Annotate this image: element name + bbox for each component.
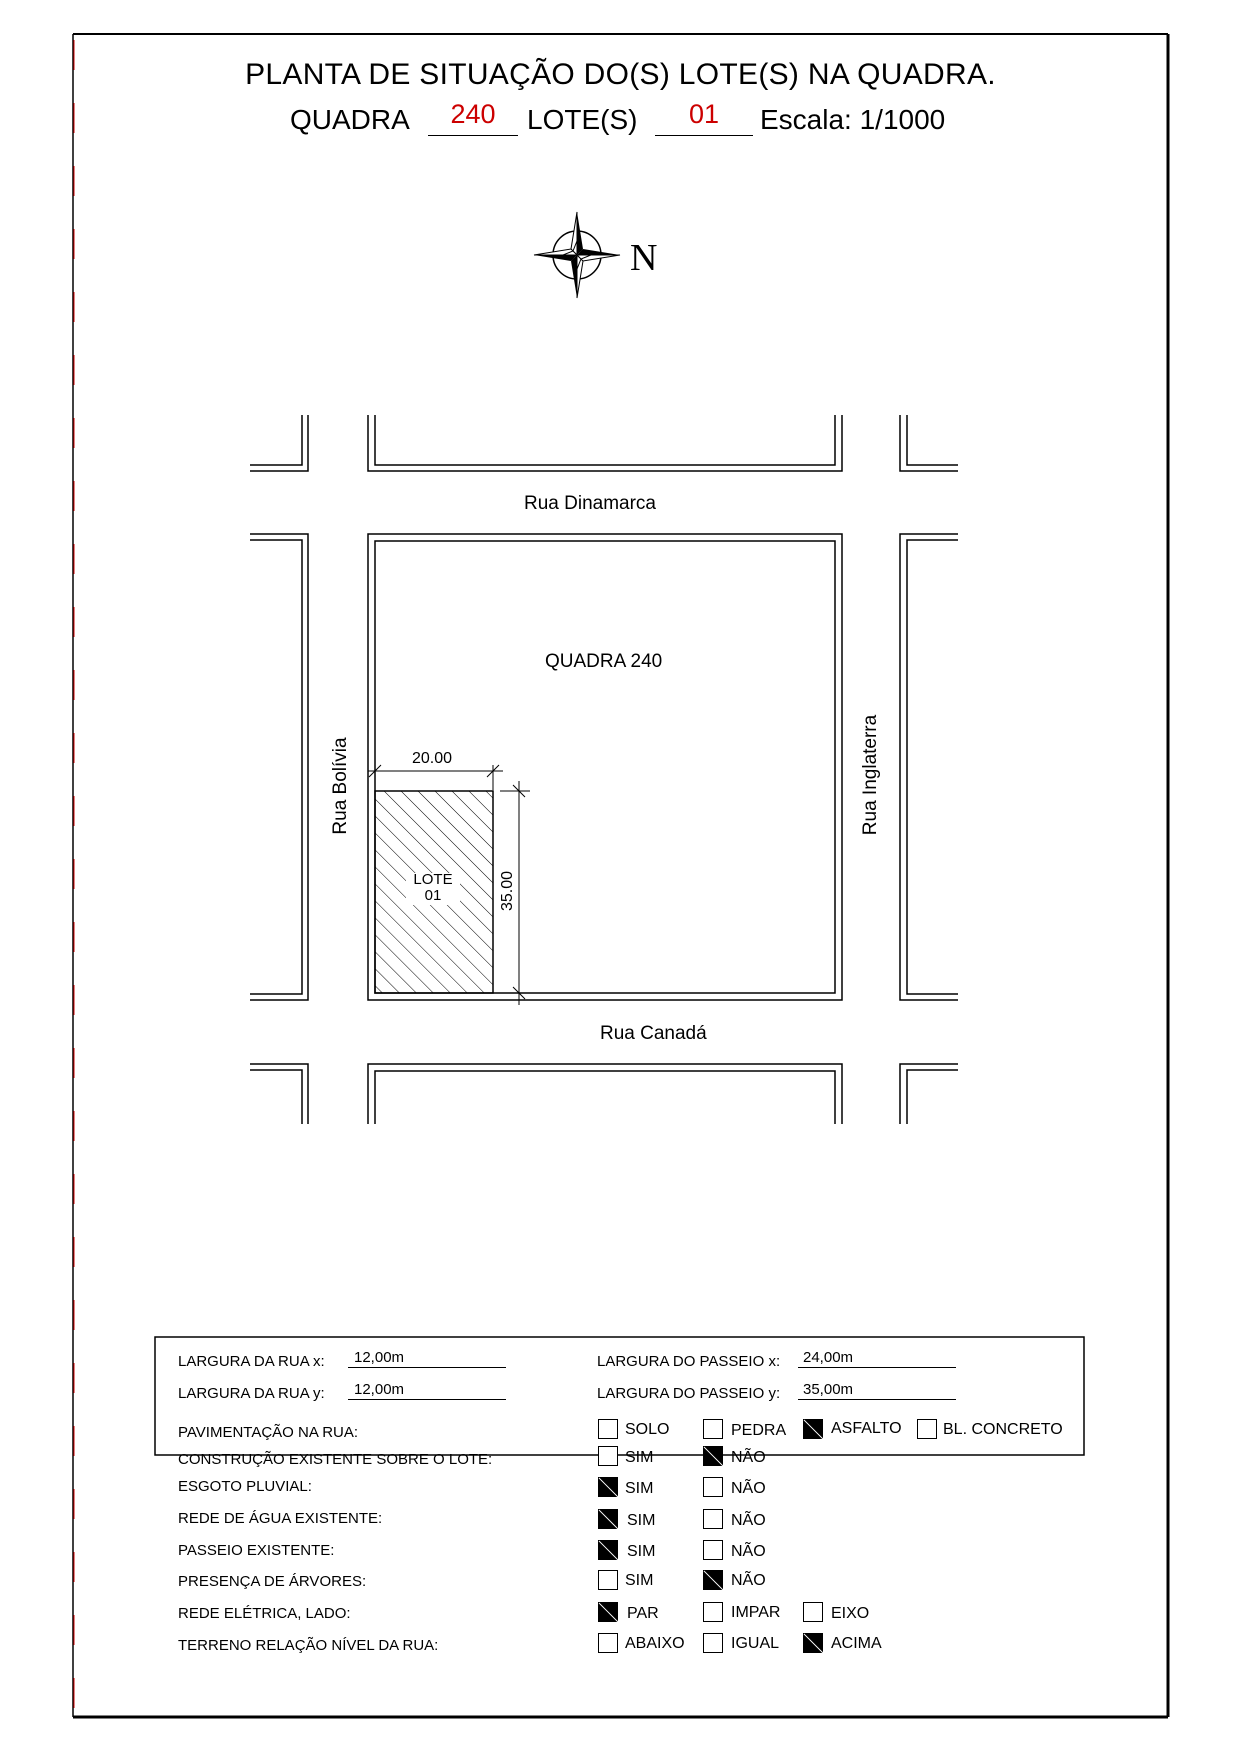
dimension-width <box>368 765 503 790</box>
checkbox-storm-drain-sim[interactable] <box>598 1477 618 1497</box>
row-label-construction: CONSTRUÇÃO EXISTENTE SOBRE O LOTE: <box>178 1451 493 1468</box>
sidewalk-width-x-label: LARGURA DO PASSEIO x: <box>597 1353 781 1370</box>
sidewalk-width-y-label: LARGURA DO PASSEIO y: <box>597 1385 781 1402</box>
option-construction-sim: SIM <box>625 1449 654 1466</box>
street-top: Rua Dinamarca <box>524 493 656 514</box>
sidewalk-width-y-line <box>798 1399 956 1400</box>
lot-label-line1: LOTE <box>413 871 453 888</box>
option-water-nao: NÃO <box>731 1512 766 1529</box>
north-label: N <box>630 237 658 279</box>
lote-underline <box>655 135 753 136</box>
street-width-y-line <box>348 1399 506 1400</box>
option-electric-eixo: EIXO <box>831 1605 870 1622</box>
option-paving-solo: SOLO <box>625 1421 670 1438</box>
checkbox-water-sim[interactable] <box>598 1509 618 1529</box>
option-sidewalk-nao: NÃO <box>731 1543 766 1560</box>
compass-rose-icon <box>534 212 620 298</box>
street-right: Rua Inglaterra <box>860 714 881 836</box>
checkbox-paving-asfalto[interactable] <box>803 1419 823 1439</box>
sidewalk-width-x-line <box>798 1367 956 1368</box>
street-left: Rua Bolívia <box>330 737 351 835</box>
option-storm-drain-nao: NÃO <box>731 1480 766 1497</box>
row-label-paving: PAVIMENTAÇÃO NA RUA: <box>178 1424 359 1441</box>
quadra-value[interactable]: 240 <box>450 99 496 129</box>
row-label-storm-drain: ESGOTO PLUVIAL: <box>178 1478 312 1495</box>
option-water-sim: SIM <box>627 1512 656 1529</box>
checkbox-paving-concreto[interactable] <box>917 1419 937 1439</box>
checkbox-sidewalk-sim[interactable] <box>598 1540 618 1560</box>
quadra-label: QUADRA <box>290 104 410 135</box>
checkbox-terrain-igual[interactable] <box>703 1633 723 1653</box>
option-sidewalk-sim: SIM <box>627 1543 656 1560</box>
row-label-trees: PRESENÇA DE ÁRVORES: <box>178 1573 367 1590</box>
option-electric-impar: IMPAR <box>731 1604 781 1621</box>
option-construction-nao: NÃO <box>731 1449 766 1466</box>
checkbox-water-nao[interactable] <box>703 1509 723 1529</box>
lote-value[interactable]: 01 <box>688 99 720 129</box>
row-label-electric: REDE ELÉTRICA, LADO: <box>178 1605 351 1622</box>
page-title: PLANTA DE SITUAÇÃO DO(S) LOTE(S) NA QUADRA. <box>245 58 996 91</box>
checkbox-trees-nao[interactable] <box>703 1570 723 1590</box>
street-width-x-line <box>348 1367 506 1368</box>
checkbox-paving-pedra[interactable] <box>703 1419 723 1439</box>
city-blocks <box>250 415 958 1124</box>
quadra-underline <box>428 135 518 136</box>
option-electric-par: PAR <box>627 1605 659 1622</box>
checkbox-electric-par[interactable] <box>598 1602 618 1622</box>
checkbox-trees-sim[interactable] <box>598 1570 618 1590</box>
street-width-x-label: LARGURA DA RUA x: <box>178 1353 325 1370</box>
checkbox-construction-nao[interactable] <box>703 1446 723 1466</box>
sidewalk-width-x-value[interactable]: 24,00m <box>803 1349 854 1366</box>
option-trees-nao: NÃO <box>731 1572 766 1589</box>
checkbox-sidewalk-nao[interactable] <box>703 1540 723 1560</box>
street-width-y-value[interactable]: 12,00m <box>354 1381 405 1398</box>
street-width-y-label: LARGURA DA RUA y: <box>178 1385 325 1402</box>
lot-label-line2: 01 <box>424 887 442 904</box>
option-trees-sim: SIM <box>625 1572 654 1589</box>
scale-label: Escala: 1/1000 <box>760 104 946 135</box>
block-label: QUADRA 240 <box>545 651 663 672</box>
option-terrain-igual: IGUAL <box>731 1635 780 1652</box>
checkbox-terrain-abaixo[interactable] <box>598 1633 618 1653</box>
street-width-x-value[interactable]: 12,00m <box>354 1349 405 1366</box>
option-storm-drain-sim: SIM <box>625 1480 654 1497</box>
checkbox-construction-sim[interactable] <box>598 1446 618 1466</box>
dimension-width-label: 20.00 <box>412 750 453 767</box>
sidewalk-width-y-value[interactable]: 35,00m <box>803 1381 854 1398</box>
row-label-sidewalk: PASSEIO EXISTENTE: <box>178 1542 335 1559</box>
option-paving-pedra: PEDRA <box>731 1422 787 1439</box>
checkbox-terrain-acima[interactable] <box>803 1633 823 1653</box>
option-terrain-acima: ACIMA <box>831 1635 882 1652</box>
row-label-water: REDE DE ÁGUA EXISTENTE: <box>178 1510 383 1527</box>
option-paving-concreto: BL. CONCRETO <box>943 1421 1063 1438</box>
checkbox-electric-eixo[interactable] <box>803 1602 823 1622</box>
option-paving-asfalto: ASFALTO <box>831 1420 902 1437</box>
checkbox-paving-solo[interactable] <box>598 1419 618 1439</box>
option-terrain-abaixo: ABAIXO <box>625 1635 685 1652</box>
dimension-depth-label: 35.00 <box>499 870 516 912</box>
checkbox-storm-drain-nao[interactable] <box>703 1477 723 1497</box>
row-label-terrain: TERRENO RELAÇÃO NÍVEL DA RUA: <box>178 1637 439 1654</box>
lote-label: LOTE(S) <box>527 104 638 135</box>
checkbox-electric-impar[interactable] <box>703 1602 723 1622</box>
street-bottom: Rua Canadá <box>600 1023 707 1044</box>
